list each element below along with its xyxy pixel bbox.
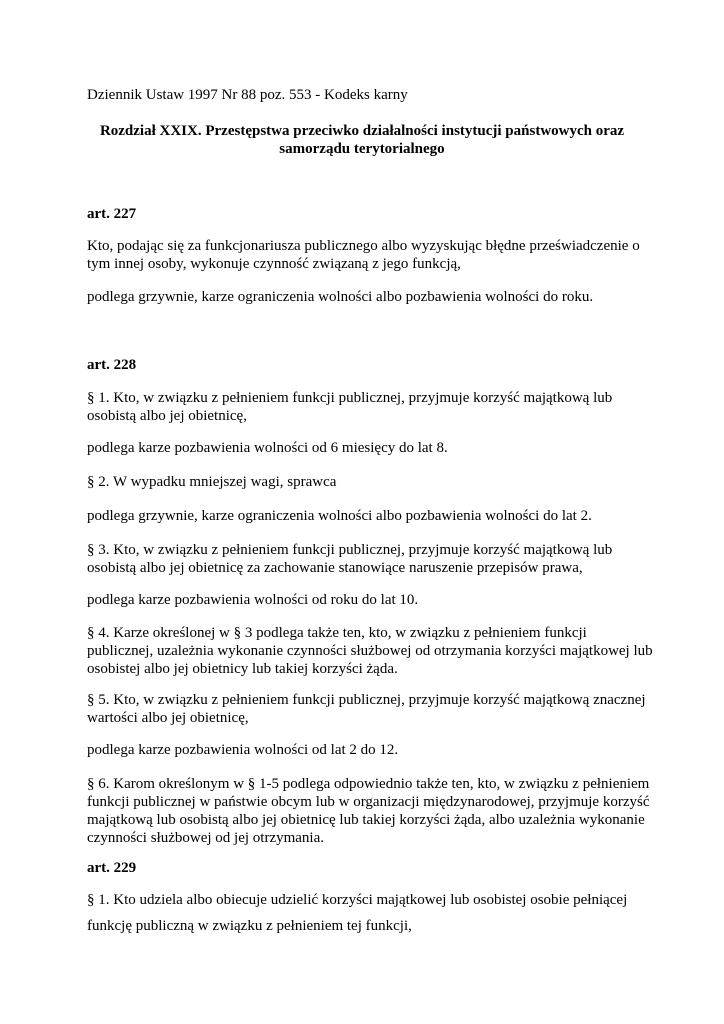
- text-line: § 5. Kto, w związku z pełnieniem funkcji publicznej, przyjmuje korzyść majątkową znacznej: [87, 692, 646, 708]
- text-line: osobistą albo jej obietnicę,: [87, 408, 247, 424]
- text-line: majątkową lub osobistą albo jej obietnicę lub takiej korzyści żąda, albo uzależnia wykonanie: [87, 812, 645, 828]
- article-heading-229: art. 229: [87, 860, 137, 876]
- text-line: § 6. Karom określonym w § 1-5 podlega odpowiednio także ten, kto, w związku z pełnieniem: [87, 776, 650, 792]
- article-heading-228: art. 228: [87, 357, 137, 373]
- chapter-title: [60, 122, 664, 158]
- text-line: Kto, podając się za funkcjonariusza publicznego albo wyzyskując błędne przeświadczenie o: [87, 238, 640, 254]
- text-line: osobistej albo jej obietnicy lub takiej korzyści żąda.: [87, 661, 398, 677]
- article-228-section-3: [87, 541, 677, 577]
- text-line: tym innej osoby, wykonuje czynność związaną z jego funkcją,: [87, 256, 461, 272]
- article-228-section-4: [87, 624, 677, 678]
- article-228-section-3-penalty: podlega karze pozbawienia wolności od roku do lat 10.: [87, 592, 419, 608]
- article-228-section-5-penalty: podlega karze pozbawienia wolności od lat 2 do 12.: [87, 742, 399, 758]
- article-228-section-2: § 2. W wypadku mniejszej wagi, sprawca: [87, 474, 337, 490]
- article-228-section-2-penalty: podlega grzywnie, karze ograniczenia wolności albo pozbawienia wolności do lat 2.: [87, 508, 592, 524]
- text-line: § 1. Kto, w związku z pełnieniem funkcji publicznej, przyjmuje korzyść majątkową lub: [87, 390, 613, 406]
- article-227-paragraph: [87, 237, 677, 273]
- chapter-title-line: samorządu terytorialnego: [279, 141, 445, 157]
- text-line: § 1. Kto udziela albo obiecuje udzielić korzyści majątkowej lub osobistej osobie pełniącej: [87, 892, 628, 908]
- article-228-section-5: [87, 691, 677, 727]
- text-line: publicznej, uzależnia wykonanie czynności służbowej od otrzymania korzyści majątkowej lub: [87, 643, 653, 659]
- article-227-penalty: podlega grzywnie, karze ograniczenia wolności albo pozbawienia wolności do roku.: [87, 289, 594, 305]
- text-line: funkcję publiczną w związku z pełnieniem tej funkcji,: [87, 918, 412, 934]
- text-line: funkcji publicznej w państwie obcym lub w organizacji międzynarodowej, przyjmuje korzyść: [87, 794, 650, 810]
- article-heading-227: art. 227: [87, 206, 137, 222]
- text-line: wartości albo jej obietnicę,: [87, 710, 249, 726]
- article-228-section-6: [87, 775, 677, 847]
- text-line: § 3. Kto, w związku z pełnieniem funkcji publicznej, przyjmuje korzyść majątkową lub: [87, 542, 613, 558]
- text-line: § 4. Karze określonej w § 3 podlega także ten, kto, w związku z pełnieniem funkcji: [87, 625, 587, 641]
- chapter-title-line: Rozdział XXIX. Przestępstwa przeciwko działalności instytucji państwowych oraz: [99, 123, 625, 139]
- source-line: Dziennik Ustaw 1997 Nr 88 poz. 553 - Kodeks karny: [87, 87, 408, 103]
- article-228-section-1: [87, 389, 677, 425]
- article-229-section-1: [87, 891, 677, 935]
- text-line: osobistą albo jej obietnicę za zachowanie stanowiące naruszenie przepisów prawa,: [87, 560, 583, 576]
- text-line: czynności służbowej od jej otrzymania.: [87, 830, 325, 846]
- article-228-section-1-penalty: podlega karze pozbawienia wolności od 6 miesięcy do lat 8.: [87, 440, 448, 456]
